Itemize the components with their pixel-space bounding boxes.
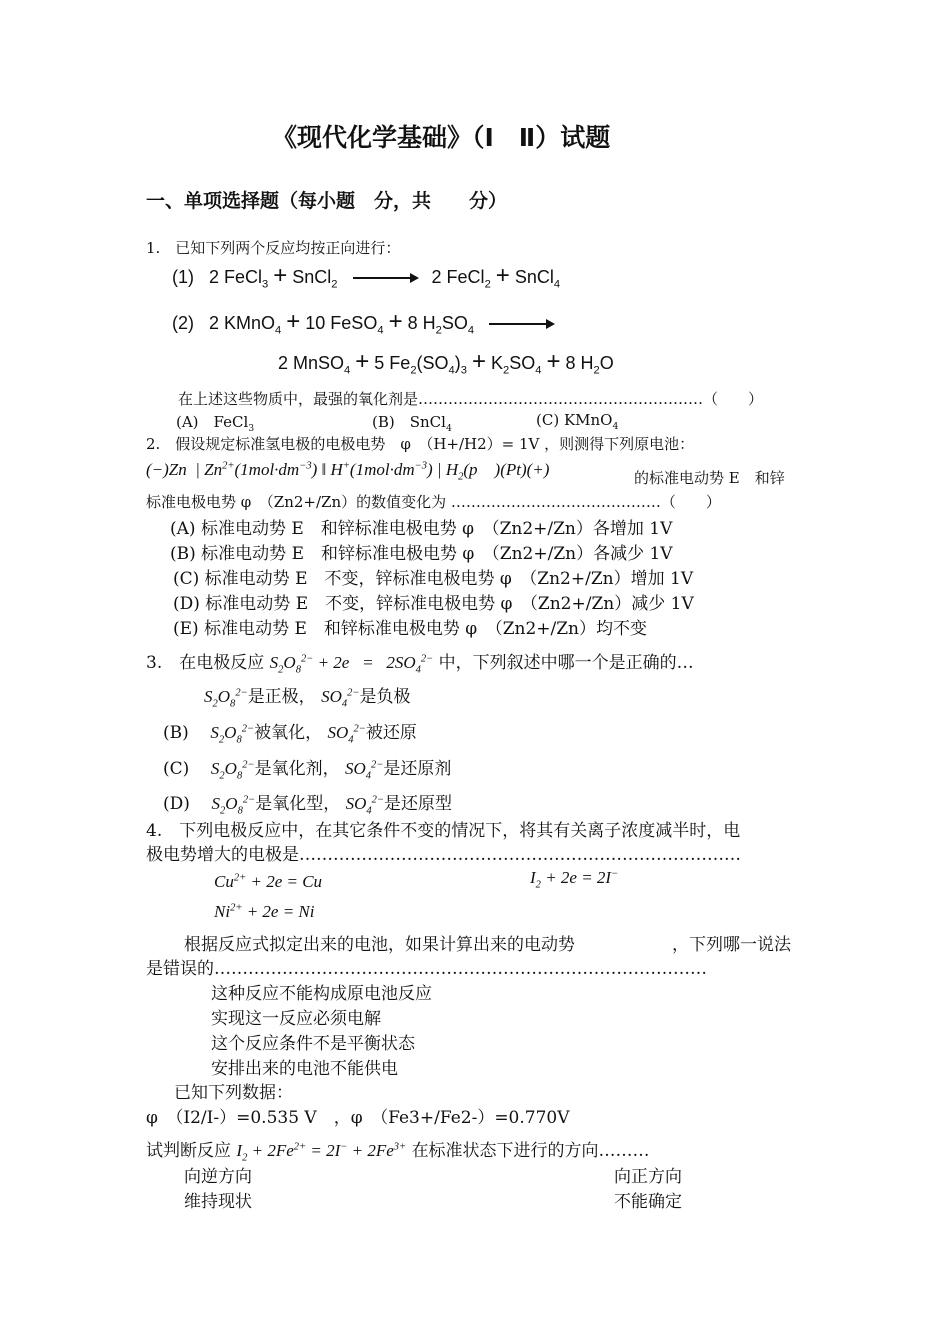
electrode-reaction-iodine: $I_2 + 2e = 2I^-$: [530, 868, 619, 891]
reaction-1: (1) 2 FeCl$_3$ + SnCl$_2$ 2 FeCl$_2$ + SnCl$_4$: [172, 262, 561, 291]
reaction-1-label: (1): [172, 267, 194, 287]
question-5-line1-post: ，下列哪一说法: [672, 935, 791, 955]
question-2-option-c: (C) 标准电动势 E 不变，锌标准电极电势 φ （Zn2+/Zn）增加 1V: [173, 569, 694, 589]
question-5-line2: 是错误的……………………………………………………………………………: [146, 959, 707, 979]
question-3-option-a: $S_2O_8^{2-}$是正极， $SO_4^{2-}$是负极: [204, 687, 411, 710]
question-5-option-4: 安排出来的电池不能供电: [211, 1059, 398, 1079]
question-4-line2: 极电势增大的电极是……………………………………………………………………: [146, 845, 741, 865]
reaction-2: (2) 2 KMnO$_4$ + 10 FeSO$_4$ + 8 $H_2SO_4$: [172, 308, 563, 337]
page-title: 《现代化学基础》（Ⅰ Ⅱ）试题: [272, 123, 611, 152]
question-6-stem: 已知下列数据：: [174, 1083, 293, 1103]
question-3-option-c: (C) $S_2O_8^{2-}$是氧化剂， $SO_4^{2-}$是还原剂: [163, 759, 452, 782]
question-2-option-b: (B) 标准电动势 E 和锌标准电极电势 φ （Zn2+/Zn）各减少 1V: [170, 544, 673, 564]
reaction-2-products: 2 MnSO$_4$ + 5 $Fe_2(SO_4)_3 + K_2SO_4 + 8$ $H_2O$: [278, 348, 614, 377]
question-2-line3: 标准电极电势 φ （Zn2+/Zn）的数值变化为 ……………………………………（ ）: [146, 493, 721, 511]
question-2-option-d: (D) 标准电动势 E 不变，锌标准电极电势 φ （Zn2+/Zn）减少 1V: [173, 594, 694, 614]
reaction-2-label: (2): [172, 313, 194, 333]
question-2-option-e: (E) 标准电动势 E 和锌标准电极电势 φ （Zn2+/Zn）均不变: [173, 619, 648, 639]
question-1-stem: 1. 已知下列两个反应均按正向进行：: [146, 239, 401, 257]
question-2-stem: 2. 假设规定标准氢电极的电极电势 φ （H+/H2）= 1V ，则测得下列原电池：: [146, 435, 695, 453]
electrode-reaction-copper: $Cu^{2+} + 2e = Cu$: [214, 872, 323, 891]
question-1-option-a: (A) FeCl$_3$: [176, 413, 255, 434]
question-5-option-2: 实现这一反应必须电解: [211, 1009, 381, 1029]
question-6-option-3: 维持现状: [184, 1192, 252, 1212]
question-6-option-1: 向逆方向: [184, 1167, 252, 1187]
question-6-ask: 试判断反应 $I_2 + 2Fe^{2+} = 2I^- + 2Fe^{3+}$ 在标准状态下进行的方向………: [146, 1141, 650, 1164]
galvanic-cell-notation: (−)Zn | $Zn^{2+}(1mol\cdot dm^{-3})$ ‖ $H^+(1mol\cdot dm^{-3})$ | $H_2(p$ )(Pt)(+): [146, 460, 550, 483]
question-6-data: φ （I2/I-）=0.535 V ，φ （Fe3+/Fe2-）=0.770V: [146, 1108, 570, 1128]
section-heading: 一、单项选择题（每小题 分，共 分）: [146, 190, 508, 212]
question-1-option-c: (C) KMnO$_4$: [536, 411, 619, 432]
question-6-option-2: 向正方向: [614, 1167, 682, 1187]
question-5-line1-pre: 根据反应式拟定出来的电池，如果计算出来的电动势: [184, 935, 575, 955]
question-4-line1: 4. 下列电极反应中，在其它条件不变的情况下，将其有关离子浓度减半时，电: [146, 821, 741, 841]
electrode-reaction-nickel: $Ni^{2+} + 2e = Ni$: [214, 902, 315, 921]
question-1-prompt: 在上述这些物质中，最强的氧化剂是…………………………………………………（ ）: [178, 390, 764, 408]
question-3-option-b: (B) $S_2O_8^{2-}$被氧化， $SO_4^{2-}$被还原: [163, 723, 417, 746]
question-2-cell-suffix: 的标准电动势 E 和锌: [634, 469, 785, 487]
redox-equation: $I_2 + 2Fe^{2+} = 2I^- + 2Fe^{3+}$: [236, 1141, 407, 1164]
question-5-option-3: 这个反应条件不是平衡状态: [211, 1034, 415, 1054]
reaction-arrow: [353, 277, 417, 279]
question-1-option-b: (B) SnCl$_4$: [372, 413, 452, 434]
question-3-stem: 3. 在电极反应 $S_2O_8^{2-} + 2e = 2SO_4^{2-}$ 中，下列叙述中哪一个是正确的…: [146, 653, 694, 676]
reaction-arrow: [489, 323, 553, 325]
peroxydisulfate-equation: $S_2O_8^{2-} + 2e = 2SO_4^{2-}$: [269, 653, 434, 676]
question-5-option-1: 这种反应不能构成原电池反应: [211, 984, 432, 1004]
question-2-option-a: (A) 标准电动势 E 和锌标准电极电势 φ （Zn2+/Zn）各增加 1V: [170, 519, 673, 539]
question-6-option-4: 不能确定: [614, 1192, 682, 1212]
question-3-option-d: (D) $S_2O_8^{2-}$是氧化型， $SO_4^{2-}$是还原型: [163, 794, 453, 817]
